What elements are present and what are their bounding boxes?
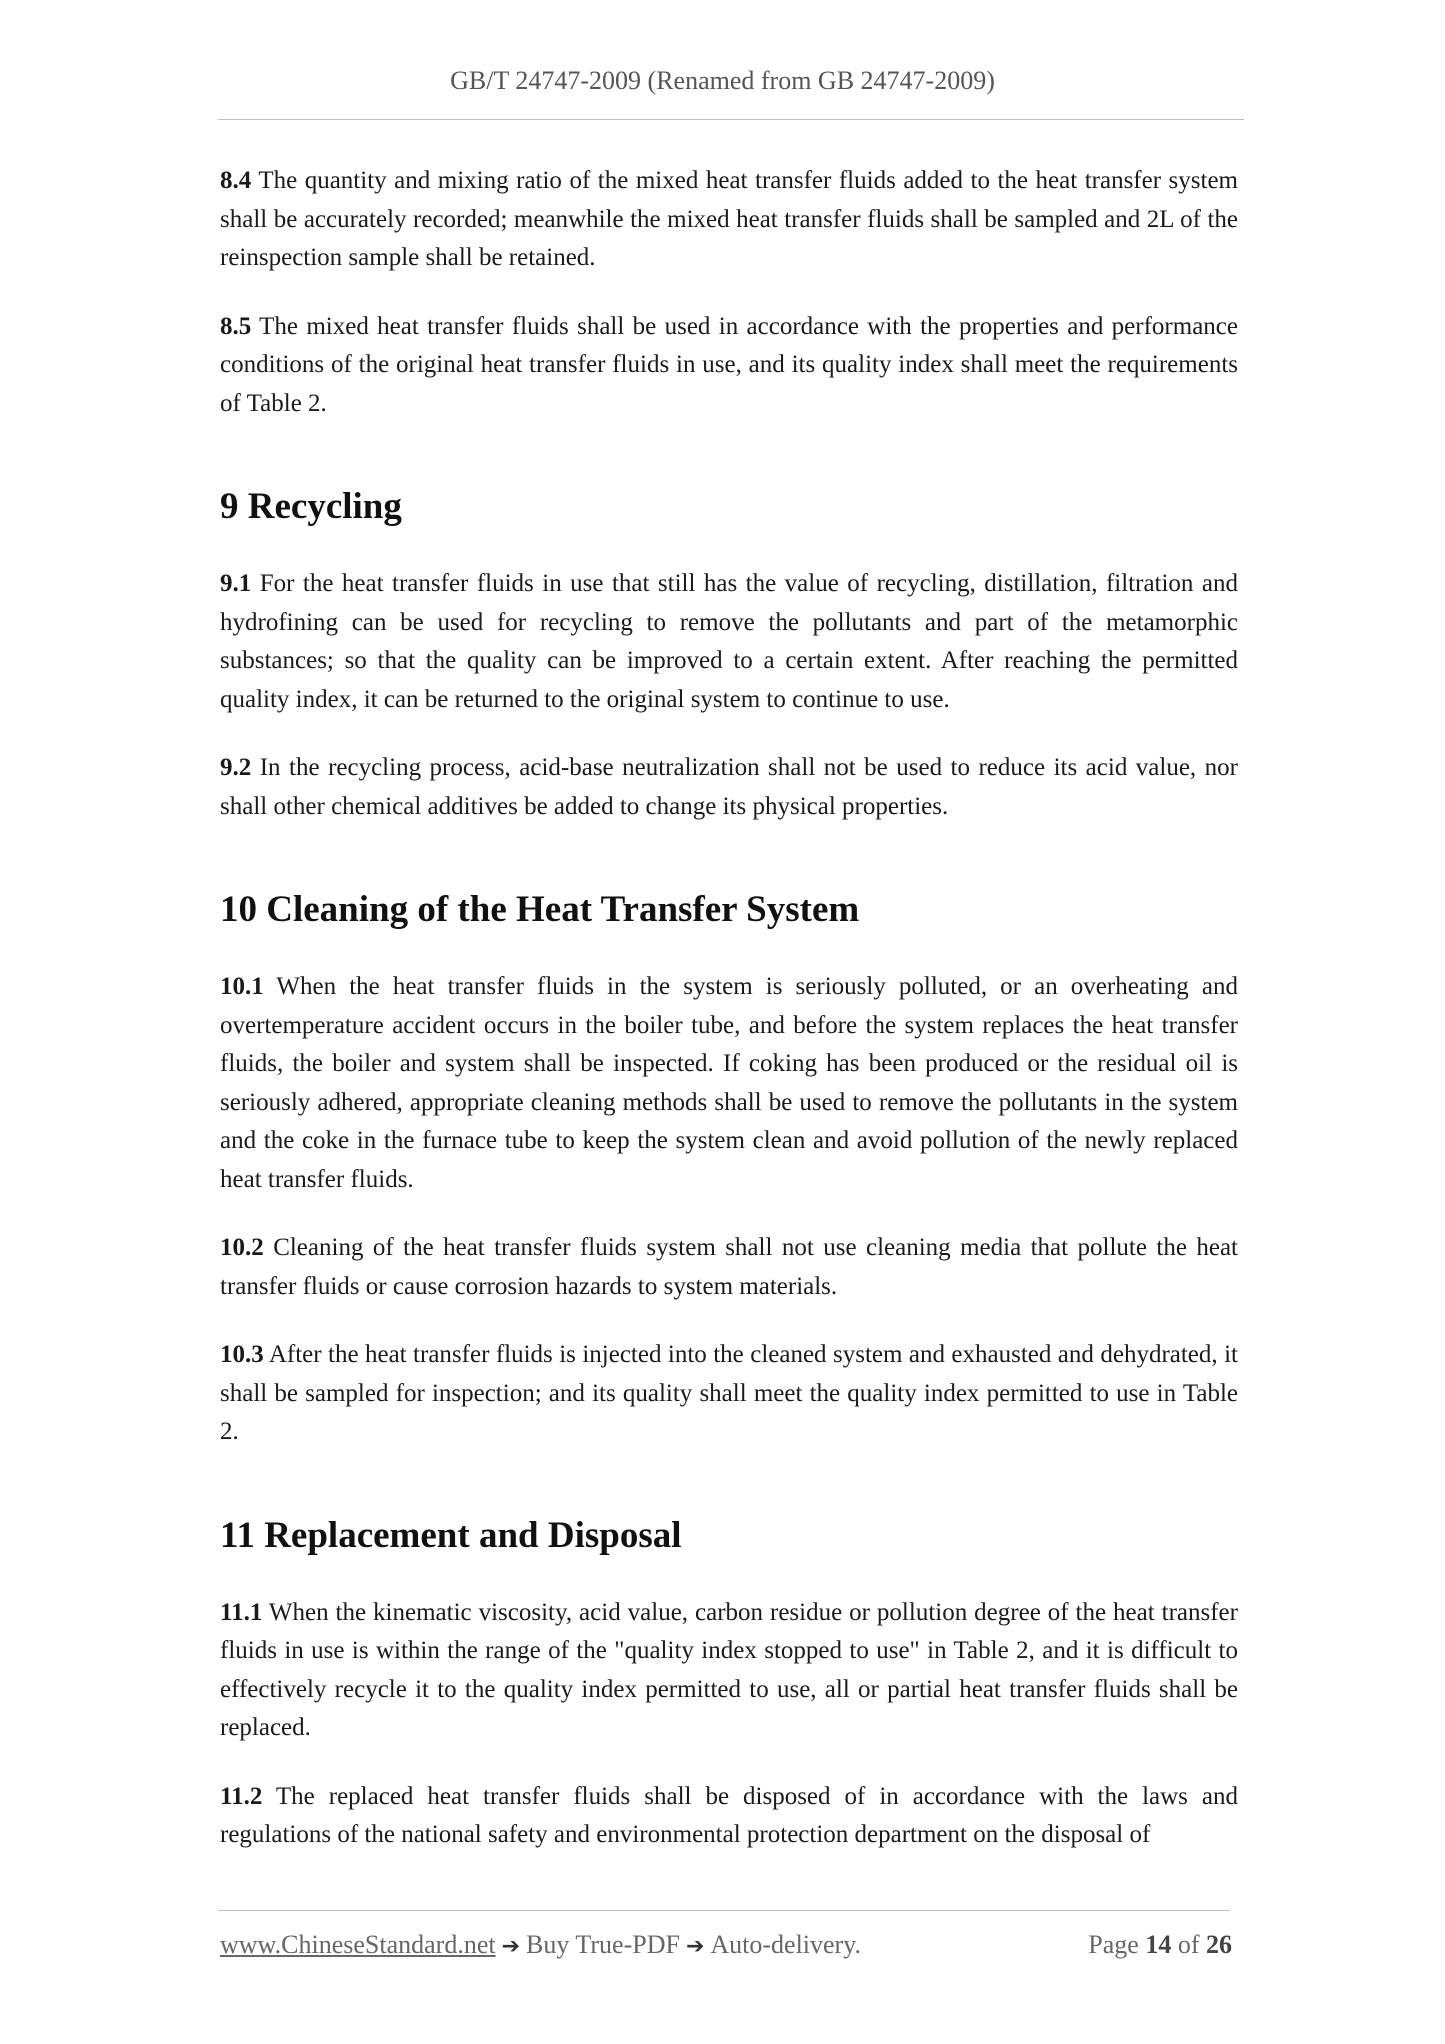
total-pages-number: 26 [1206,1930,1232,1959]
clause-text: The mixed heat transfer fluids shall be used in accordance with the properties and performance conditions of the original heat transfer fluids in use, and its quality index shall meet the requirements of Table 2. [220,312,1238,417]
clause-number: 9.1 [220,570,252,597]
clause-number: 9.2 [220,754,252,781]
clause-text: In the recycling process, acid-base neutralization shall not be used to reduce its acid value, nor shall other chemical additives be added to change its physical properties. [220,754,1238,820]
page-label: Page [1088,1930,1139,1959]
right-arrow-icon: ➔ [501,1934,521,1959]
clause-9-1 [220,565,1238,719]
clause-10-1 [220,968,1238,1199]
clause-number: 8.4 [220,167,252,194]
clause-text: When the heat transfer fluids in the system is seriously polluted, or an overheating and overtemperature accident occurs in the boiler tube, and before the system replaces the heat transfer fluids, the boiler and system shall be inspected. If coking has been produced or the residual oil is seriously adhered, appropriate cleaning methods shall be used to remove the pollutants in the system and the coke in the furnace tube to keep the system clean and avoid pollution of the newly replaced heat transfer fluids. [220,973,1238,1193]
clause-9-2 [220,749,1238,826]
clause-number: 10.1 [220,973,264,1000]
document-standard-code: GB/T 24747-2009 (Renamed from GB 24747-2009) [450,66,995,95]
clause-text: When the kinematic viscosity, acid value, carbon residue or pollution degree of the heat transfer fluids in use is within the range of the "quality index stopped to use" in Table 2, and it is difficult to effectively recycle it to the quality index permitted to use, all or partial heat transfer fluids shall be replaced. [220,1598,1238,1741]
page-of-label: of [1177,1930,1200,1959]
clause-text: For the heat transfer fluids in use that still has the value of recycling, distillation, filtration and hydrofining can be used for recycling to remove the pollutants and part of the metamorphic substances; so that the quality can be improved to a certain extent. After reaching the permitted quality index, it can be returned to the original system to continue to use. [220,570,1238,713]
buy-pdf-text: Buy True-PDF [526,1930,680,1959]
clause-text: Cleaning of the heat transfer fluids system shall not use cleaning media that pollute the heat transfer fluids or cause corrosion hazards to system materials. [220,1234,1238,1300]
section-heading-11: 11 Replacement and Disposal [220,1514,682,1556]
delivery-text: Auto-delivery. [710,1930,862,1959]
document-body [220,162,1238,1885]
clause-number: 11.1 [220,1598,263,1626]
section-heading-9: 9 Recycling [220,486,402,527]
page-footer [220,1930,1232,1960]
clause-text: After the heat transfer fluids is injected into the cleaned system and exhausted and dehydrated, it shall be sampled for inspection; and its quality shall meet the quality index permitted to use in Table 2. [220,1341,1238,1445]
page-header [0,66,1445,96]
section-heading-10: 10 Cleaning of the Heat Transfer System [220,889,860,930]
clause-number: 11.2 [220,1782,263,1810]
footer-divider [218,1910,1230,1911]
website-link[interactable]: www.ChineseStandard.net [220,1930,496,1959]
clause-10-2 [220,1229,1238,1306]
clause-text: The quantity and mixing ratio of the mixed heat transfer fluids added to the heat transfer system shall be accurately recorded; meanwhile the mixed heat transfer fluids shall be sampled and 2L of the reinspection sample shall be retained. [220,167,1238,271]
clause-number: 10.3 [220,1341,264,1368]
current-page-number: 14 [1145,1930,1172,1959]
clause-8-5 [220,308,1238,424]
clause-10-3 [220,1336,1238,1452]
clause-number: 10.2 [220,1234,264,1261]
clause-11-2 [220,1778,1238,1855]
footer-links [220,1930,861,1960]
clause-text: The replaced heat transfer fluids shall be disposed of in accordance with the laws and regulations of the national safety and environmental protection department on the disposal of [220,1782,1238,1848]
page-number-indicator [1088,1930,1232,1960]
clause-8-4 [220,162,1238,278]
clause-11-1 [220,1594,1238,1748]
right-arrow-icon: ➔ [685,1934,705,1959]
clause-number: 8.5 [220,312,252,340]
header-divider [218,119,1244,120]
